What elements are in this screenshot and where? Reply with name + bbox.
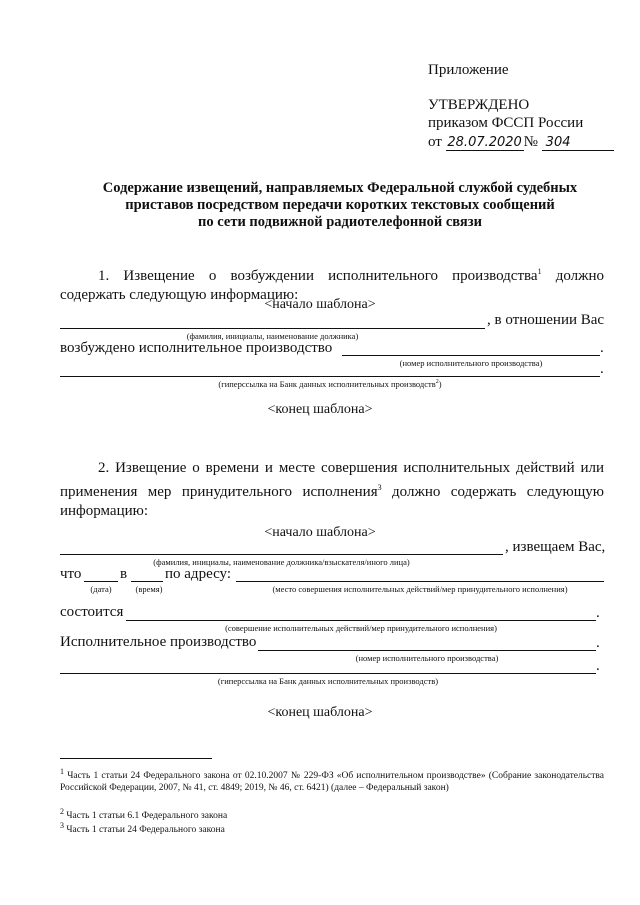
section2-template-start: <начало шаблона>	[264, 525, 376, 540]
section2-place-caption: (место совершения исполнительных действий/мер принудительного исполнения)	[272, 584, 568, 594]
section2-row4-text: Исполнительное производство	[60, 634, 257, 650]
section1-name-blank	[60, 328, 485, 329]
section2-action-blank	[126, 620, 596, 621]
section2-date-blank	[84, 581, 118, 582]
section2-link-caption: (гиперссылка на Банк данных исполнительных производств)	[217, 676, 439, 686]
section1-template-end: <конец шаблона>	[267, 402, 373, 417]
order-label: приказом ФССП России	[428, 115, 584, 131]
section1-paragraph: 1. Извещение о возбуждении исполнительного производства$^1$ должно содержать следующую информацию:	[60, 267, 605, 303]
section2-date-caption: (дата)	[90, 584, 112, 594]
section2-what: что	[60, 566, 82, 582]
footnote-3: $^3$ Часть 1 статьи 24 Федерального закона	[60, 821, 225, 836]
section2-link-blank	[60, 673, 596, 674]
section2-row3-text: состоится	[60, 604, 124, 620]
handwritten-number: 304	[542, 135, 614, 151]
section2-paragraph: 2. Извещение о времени и месте совершения исполнительных действий или применения мер принудительного исполнения$^3$ должно содержать следующую информацию:	[60, 460, 604, 519]
section1-link-blank	[60, 376, 600, 377]
appendix-label: Приложение	[428, 62, 509, 78]
section2-place-blank	[236, 581, 604, 582]
section2-number-blank	[258, 650, 596, 651]
number-label: №	[523, 134, 538, 150]
section1-row2-text: возбуждено исполнительное производство	[60, 340, 333, 356]
section2-in: в	[120, 566, 128, 582]
section1-name-caption: (фамилия, инициалы, наименование должника)	[186, 331, 359, 341]
section2-number-caption: (номер исполнительного производства)	[355, 653, 499, 663]
section2-time-blank	[131, 581, 163, 582]
section1-number-caption: (номер исполнительного производства)	[399, 358, 543, 368]
section2-name-blank	[60, 554, 503, 555]
document-title	[60, 180, 620, 231]
section1-link-caption: (гиперссылка на Банк данных исполнительных производств$^2$)	[218, 379, 442, 389]
section2-template-end: <конец шаблона>	[267, 705, 373, 720]
section1-template-start: <начало шаблона>	[264, 297, 376, 312]
title-line-2: приставов посредством передачи коротких текстовых сообщений	[125, 197, 555, 213]
section2-time-caption: (время)	[135, 584, 163, 594]
section2-row1-tail: , извещаем Вас,	[505, 539, 606, 555]
footnote-1: $^1$ Часть 1 статьи 24 Федерального закона от 02.10.2007 № 229-ФЗ «Об исполнительном производстве» (Собрание законодательства Российской Федерации, 2007, № 41, ст. 4849; 2019, № 46, ст. 6421) (далее – Федеральный закон)	[60, 767, 604, 794]
section2-name-caption: (фамилия, инициалы, наименование должника/взыскателя/иного лица)	[153, 557, 410, 567]
approved-label: УТВЕРЖДЕНО	[428, 97, 530, 113]
title-line-3: по сети подвижной радиотелефонной связи	[198, 214, 482, 230]
section1-row1-tail: , в отношении Вас	[487, 312, 605, 328]
order-date-line	[428, 134, 614, 151]
date-prefix: от	[428, 134, 442, 150]
title-line-1: Содержание извещений, направляемых Федеральной службой судебных	[102, 180, 578, 196]
handwritten-date: 28.07.2020	[447, 135, 522, 150]
section1-number-blank	[342, 355, 600, 356]
section2-address-label: по адресу:	[165, 566, 232, 582]
footnote-separator	[60, 758, 212, 759]
section2-action-caption: (совершение исполнительных действий/мер принудительного исполнения)	[225, 623, 497, 633]
footnote-2: $^2$ Часть 1 статьи 6.1 Федерального закона	[60, 807, 228, 822]
